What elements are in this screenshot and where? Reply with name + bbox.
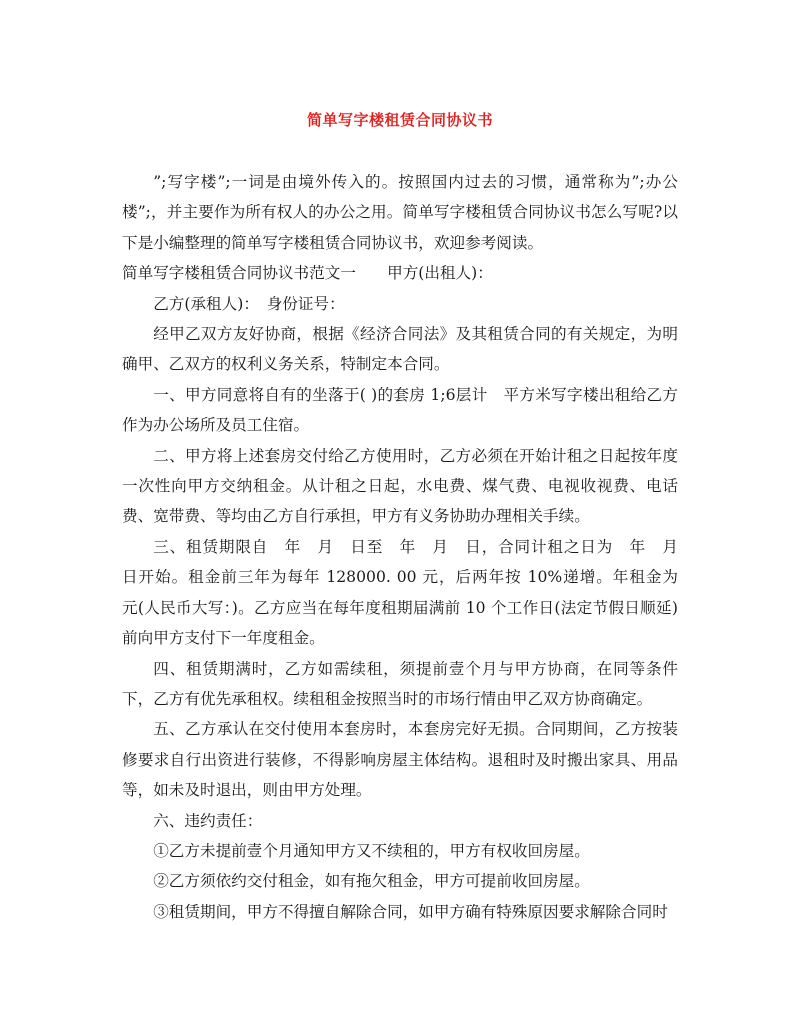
party-b-line: 乙方(承租人)： 身份证号：: [153, 294, 345, 313]
clause-1: 一、甲方同意将自有的坐落于( )的套房 1;6层计 平方米写字楼出租给乙方作为办公场所及员工住宿。: [122, 385, 678, 435]
intro-paragraph: ”;写字楼”;一词是由境外传入的。按照国内过去的习惯，通常称为”;办公楼”;，并主要作为所有权人的办公之用。简单写字楼租赁合同协议书怎么写呢?以下是小编整理的简单写字楼租赁合同协议书，欢迎参考阅读。: [122, 173, 678, 252]
clause-4: 四、租赁期满时，乙方如需续租，须提前壹个月与甲方协商，在同等条件下，乙方有优先承租权。续租租金按照当时的市场行情由甲乙双方协商确定。: [122, 659, 678, 708]
document-title: 简单写字楼租赁合同协议书: [306, 111, 493, 129]
clause-2: 二、甲方将上述套房交付给乙方使用时，乙方必须在开始计租之日起按年度一次性向甲方交纳租金。从计租之日起，水电费、煤气费、电视收视费、电话费、宽带费、等均由乙方自行承担，甲方有义务协助办理相关手续。: [122, 446, 678, 526]
clause-6-item-1: ①乙方未提前壹个月通知甲方又不续租的，甲方有权收回房屋。: [153, 841, 590, 860]
sample-heading-party-a: 简单写字楼租赁合同协议书范文一 甲方(出租人)：: [122, 264, 493, 283]
clause-6-item-3: ③租赁期间，甲方不得擅自解除合同，如甲方确有特殊原因要求解除合同时: [153, 902, 668, 921]
document-body: [122, 167, 694, 927]
clause-3: 三、租赁期限自 年 月 日至 年 月 日，合同计租之日为 年 月 日开始。租金前三年为每年 128000. 00 元，后两年按 10%递增。年租金为 元(人民币大写：)。乙方应当在每年度租期届满前 10 个工作日(法定节假日顺延)前向甲方支付下一年度租金。: [122, 537, 694, 648]
clause-5: 五、乙方承认在交付使用本套房时，本套房完好无损。合同期间，乙方按装修要求自行出资进行装修，不得影响房屋主体结构。退租时及时搬出家具、用品等，如未及时退出，则由甲方处理。: [122, 720, 678, 800]
clause-6-item-2: ②乙方须依约交付租金，如有拖欠租金，甲方可提前收回房屋。: [153, 872, 590, 891]
clause-6-heading: 六、违约责任：: [153, 811, 263, 830]
preamble-paragraph: 经甲乙双方友好协商，根据《经济合同法》及其租赁合同的有关规定，为明确甲、乙双方的权利义务关系，特制定本合同。: [122, 325, 678, 374]
